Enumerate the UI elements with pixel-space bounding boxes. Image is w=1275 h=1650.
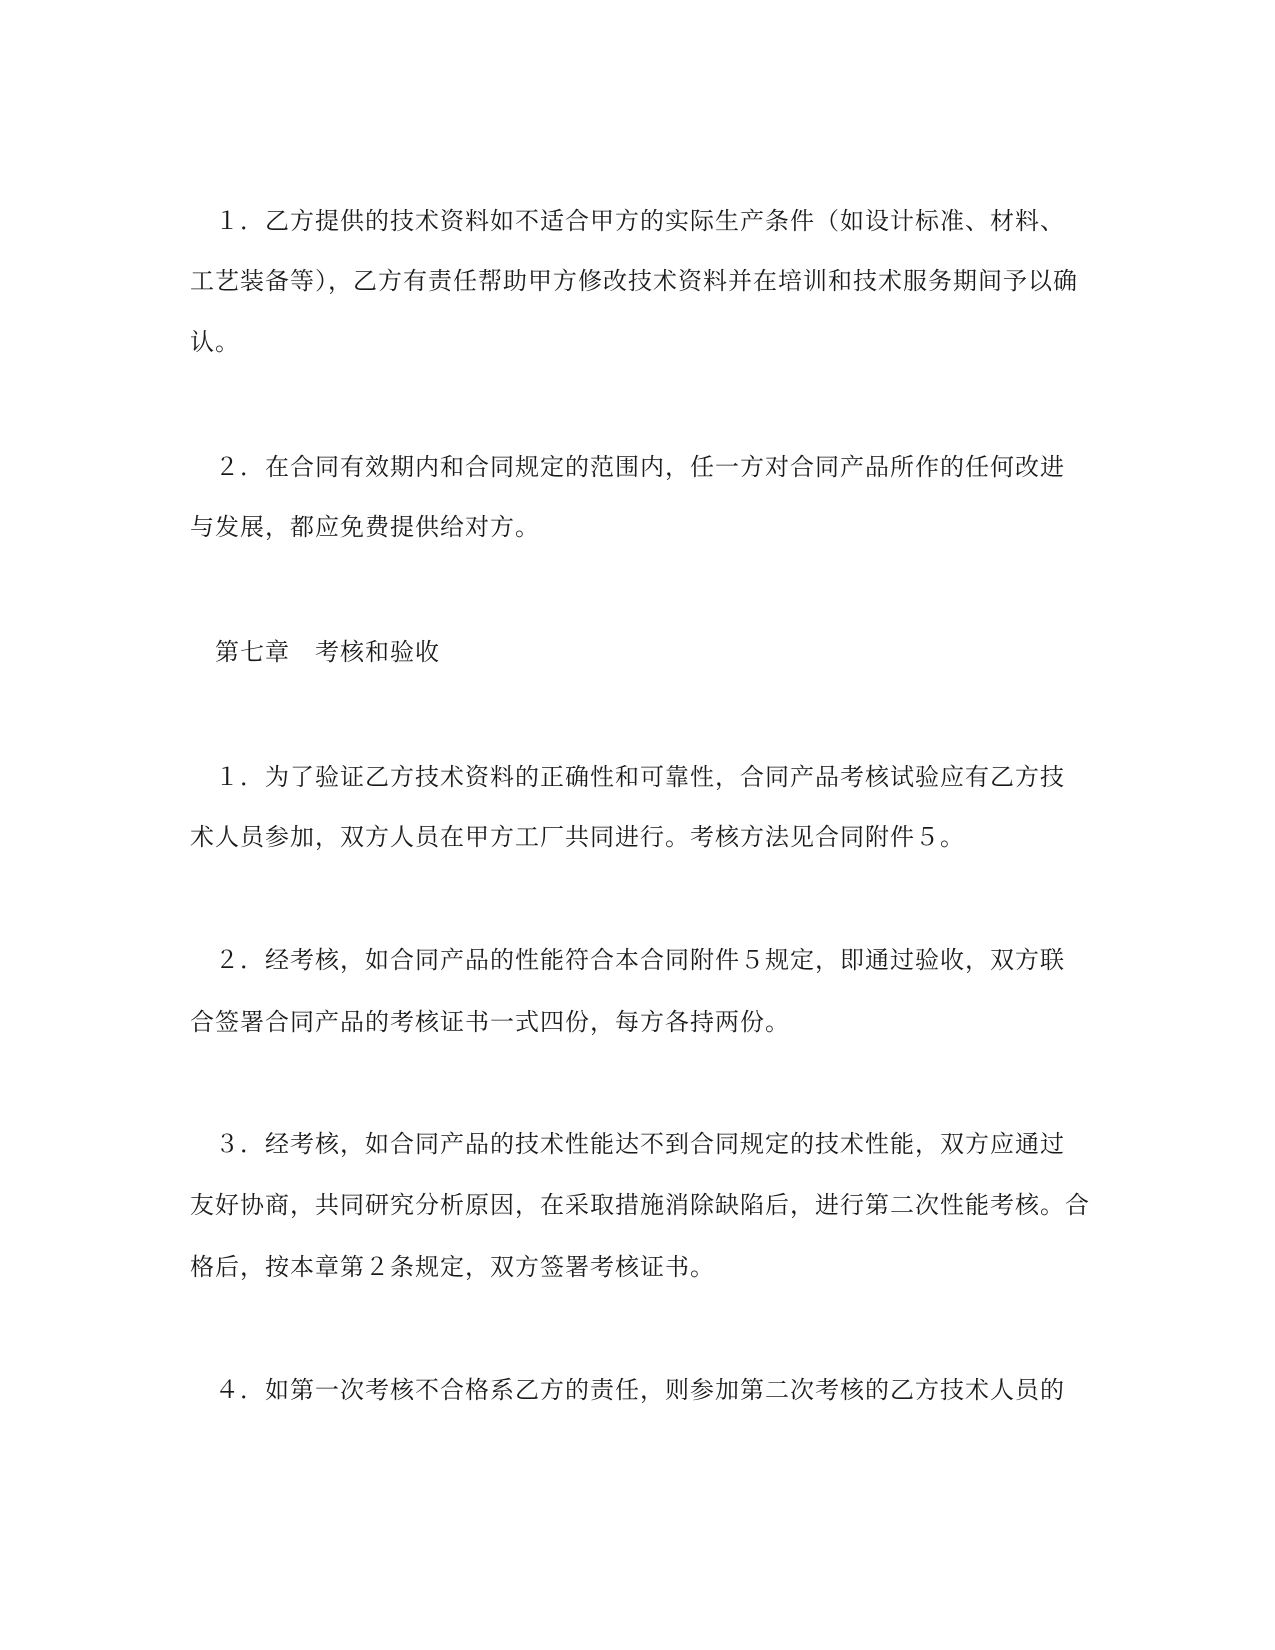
paragraph-4-line-2: 合签署合同产品的考核证书一式四份，每方各持两份。: [190, 1008, 790, 1036]
paragraph-3-line-1: １．为了验证乙方技术资料的正确性和可靠性，合同产品考核试验应有乙方技: [190, 763, 1065, 791]
paragraph-1-line-2: 工艺装备等），乙方有责任帮助甲方修改技术资料并在培训和技术服务期间予以确: [190, 267, 1078, 295]
paragraph-1-line-1: １．乙方提供的技术资料如不适合甲方的实际生产条件（如设计标准、材料、: [190, 207, 1065, 235]
paragraph-6-line-1: ４．如第一次考核不合格系乙方的责任，则参加第二次考核的乙方技术人员的: [190, 1376, 1065, 1404]
paragraph-3-line-2: 术人员参加，双方人员在甲方工厂共同进行。考核方法见合同附件５。: [190, 823, 965, 851]
paragraph-2-line-2: 与发展，都应免费提供给对方。: [190, 513, 540, 541]
chapter-heading: 第七章 考核和验收: [190, 638, 440, 666]
paragraph-1-line-3: 认。: [190, 328, 240, 356]
paragraph-5-line-3: 格后，按本章第２条规定，双方签署考核证书。: [190, 1253, 715, 1281]
paragraph-5-line-2: 友好协商，共同研究分析原因，在采取措施消除缺陷后，进行第二次性能考核。合: [190, 1191, 1090, 1219]
paragraph-2-line-1: ２．在合同有效期内和合同规定的范围内，任一方对合同产品所作的任何改进: [190, 453, 1065, 481]
paragraph-4-line-1: ２．经考核，如合同产品的性能符合本合同附件５规定，即通过验收，双方联: [190, 946, 1065, 974]
paragraph-5-line-1: ３．经考核，如合同产品的技术性能达不到合同规定的技术性能，双方应通过: [190, 1130, 1065, 1158]
